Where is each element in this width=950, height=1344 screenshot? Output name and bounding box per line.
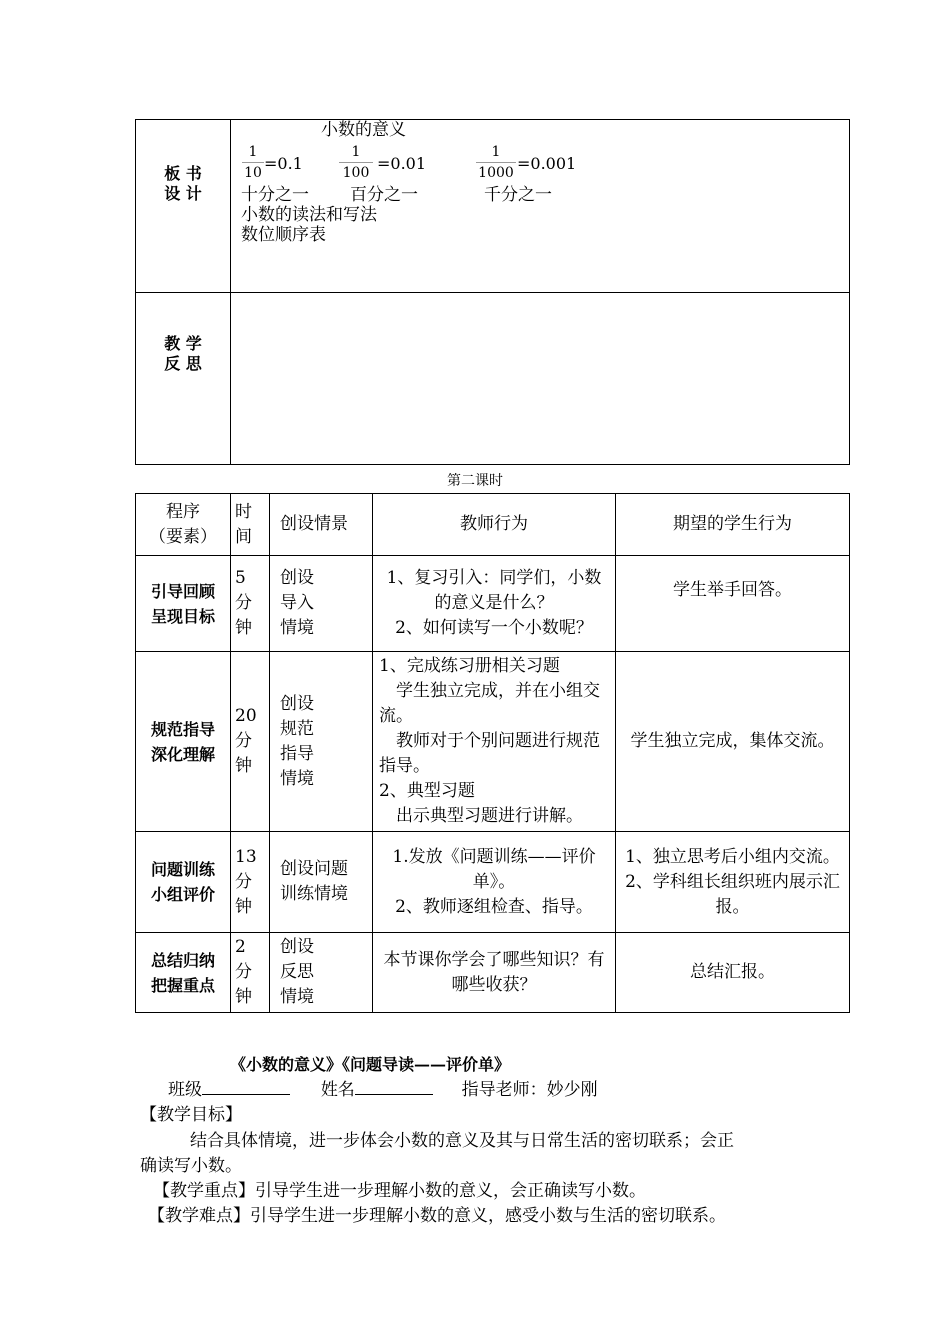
reflection-label: 教 学 反 思 (164, 334, 202, 373)
board-title: 小数的意义 (321, 120, 406, 140)
stage-cell: 问题训练 小组评价 (136, 832, 231, 933)
student-cell: 学生独立完成，集体交流。 (616, 652, 850, 832)
equals-thousandth: =0.001 (517, 154, 577, 173)
teacher-cell: 1.发放《问题训练——评价单》。 2、教师逐组检查、指导。 (373, 832, 616, 933)
scene-cell: 创设 导入 情境 (270, 556, 373, 652)
lesson-caption: 第二课时 (447, 473, 503, 489)
equals-tenth: =0.1 (264, 154, 303, 173)
eval-info-line (168, 1078, 598, 1102)
words-tenth: 十分之一 (241, 185, 309, 205)
board-design-label: 板 书 设 计 (164, 164, 202, 203)
scene-cell: 创设 反思 情境 (270, 933, 373, 1013)
stage-cell: 总结归纳 把握重点 (136, 933, 231, 1013)
teacher-label: 指导老师：妙少刚 (461, 1080, 598, 1100)
name-label: 姓名 (320, 1080, 355, 1100)
header-scene: 创设情景 (270, 494, 373, 556)
class-label: 班级 (168, 1080, 202, 1100)
time-cell: 20 分 钟 (231, 652, 270, 832)
fraction-thousandth: 1 1000 (476, 144, 516, 181)
header-student: 期望的学生行为 (616, 494, 850, 556)
name-blank (355, 1078, 433, 1095)
words-hundredth: 百分之一 (350, 185, 418, 205)
table-row (136, 933, 850, 1013)
student-cell: 1、独立思考后小组内交流。 2、学科组长组织班内展示汇报。 (616, 832, 850, 933)
time-cell: 2 分 钟 (231, 933, 270, 1013)
table-row (136, 556, 850, 652)
student-cell: 总结汇报。 (616, 933, 850, 1013)
scene-cell: 创设 规范 指导 情境 (270, 652, 373, 832)
difficulty-line: 【教学难点】引导学生进一步理解小数的意义，感受小数与生活的密切联系。 (148, 1206, 726, 1226)
fraction-hundredth: 1 100 (339, 144, 373, 181)
words-thousandth: 千分之一 (484, 185, 552, 205)
equals-hundredth: =0.01 (377, 154, 427, 173)
time-cell: 5 分 钟 (231, 556, 270, 652)
read-write-line: 小数的读法和写法 (241, 205, 377, 225)
key-point-line: 【教学重点】引导学生进一步理解小数的意义，会正确读写小数。 (153, 1181, 646, 1201)
lesson-process-table (135, 493, 850, 1013)
teacher-cell: 1、复习引入：同学们，小数的意义是什么？ 2、如何读写一个小数呢？ (373, 556, 616, 652)
scene-cell: 创设问题 训练情境 (270, 832, 373, 933)
table-header-row (136, 494, 850, 556)
fraction-tenth: 1 10 (242, 144, 264, 181)
teacher-cell: 1、完成练习册相关习题 学生独立完成，并在小组交流。 教师对于个别问题进行规范指导。 2、典型习题 出示典型习题进行讲解。 (373, 652, 616, 832)
goal-text-line2: 确读写小数。 (140, 1156, 242, 1176)
class-blank (202, 1078, 290, 1095)
stage-cell: 引导回顾 呈现目标 (136, 556, 231, 652)
teacher-cell: 本节课你学会了哪些知识？有哪些收获？ (373, 933, 616, 1013)
order-table-line: 数位顺序表 (241, 225, 326, 245)
board-design-table (135, 119, 850, 465)
goal-heading: 【教学目标】 (140, 1105, 242, 1125)
table-row (136, 652, 850, 832)
student-cell: 学生举手回答。 (616, 556, 850, 652)
header-time: 时 间 (231, 494, 270, 556)
goal-text-line1: 结合具体情境，进一步体会小数的意义及其与日常生活的密切联系；会正 (190, 1131, 734, 1151)
table-row (136, 832, 850, 933)
header-teacher: 教师行为 (373, 494, 616, 556)
header-procedure: 程序 （要素） (136, 494, 231, 556)
eval-sheet-title: 《小数的意义》《问题导读——评价单》 (230, 1055, 511, 1074)
time-cell: 13 分 钟 (231, 832, 270, 933)
stage-cell: 规范指导 深化理解 (136, 652, 231, 832)
